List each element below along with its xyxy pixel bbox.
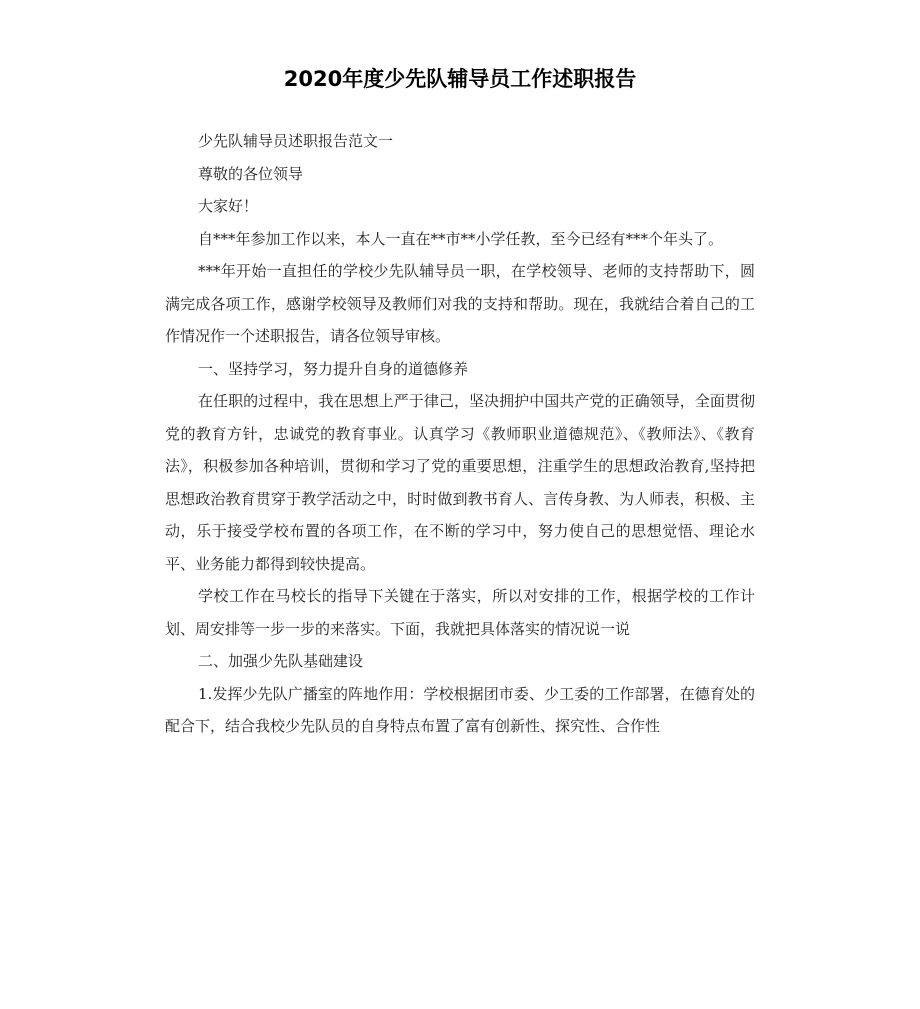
paragraph-role: ***年开始一直担任的学校少先队辅导员一职，在学校领导、老师的支持帮助下，圆满完成各项工作，感谢学校领导及教师们对我的支持和帮助。现在，我就结合着自己的工作情况作一个述职报告，请各位领导审核。 bbox=[165, 262, 755, 345]
paragraph-broadcast: 1.发挥少先队广播室的阵地作用：学校根据团市委、少工委的工作部署，在德育处的配合下，结合我校少先队员的自身特点布置了富有创新性、探究性、合作性 bbox=[165, 684, 755, 735]
document-title: 2020年度少先队辅导员工作述职报告 bbox=[283, 67, 637, 91]
paragraph-study: 在任职的过程中，我在思想上严于律己，坚决拥护中国共产党的正确领导，全面贯彻党的教育方针，忠诚党的教育事业。认真学习《教师职业道德规范》、《教师法》、《教育法》，积极参加各种培训，贯彻和学习了党的重要思想，注重学生的思想政治教育,坚持把思想政治教育贯穿于教学活动之中，时时做到教书育人、言传身教、为人师表，积极、主动，乐于接受学校布置的各项工作，在不断的学习中，努力使自己的思想觉悟、理论水平、业务能力都得到较快提高。 bbox=[165, 392, 755, 573]
paragraph-intro: 自***年参加工作以来，本人一直在**市**小学任教，至今已经有***个年头了。 bbox=[198, 229, 724, 248]
section-heading-foundation: 二、加强少先队基础建设 bbox=[198, 652, 364, 670]
section-heading-study: 一、坚持学习，努力提升自身的道德修养 bbox=[198, 359, 469, 378]
paragraph-implementation: 学校工作在马校长的指导下关键在于落实，所以对安排的工作，根据学校的工作计划、周安排等一步一步的来落实。下面，我就把具体落实的情况说一说 bbox=[165, 587, 755, 638]
paragraph-salutation: 尊敬的各位领导 bbox=[198, 164, 304, 183]
paragraph-greeting: 大家好！ bbox=[198, 197, 259, 215]
paragraph-sample-heading: 少先队辅导员述职报告范文一 bbox=[198, 132, 394, 150]
document-body bbox=[165, 125, 755, 743]
